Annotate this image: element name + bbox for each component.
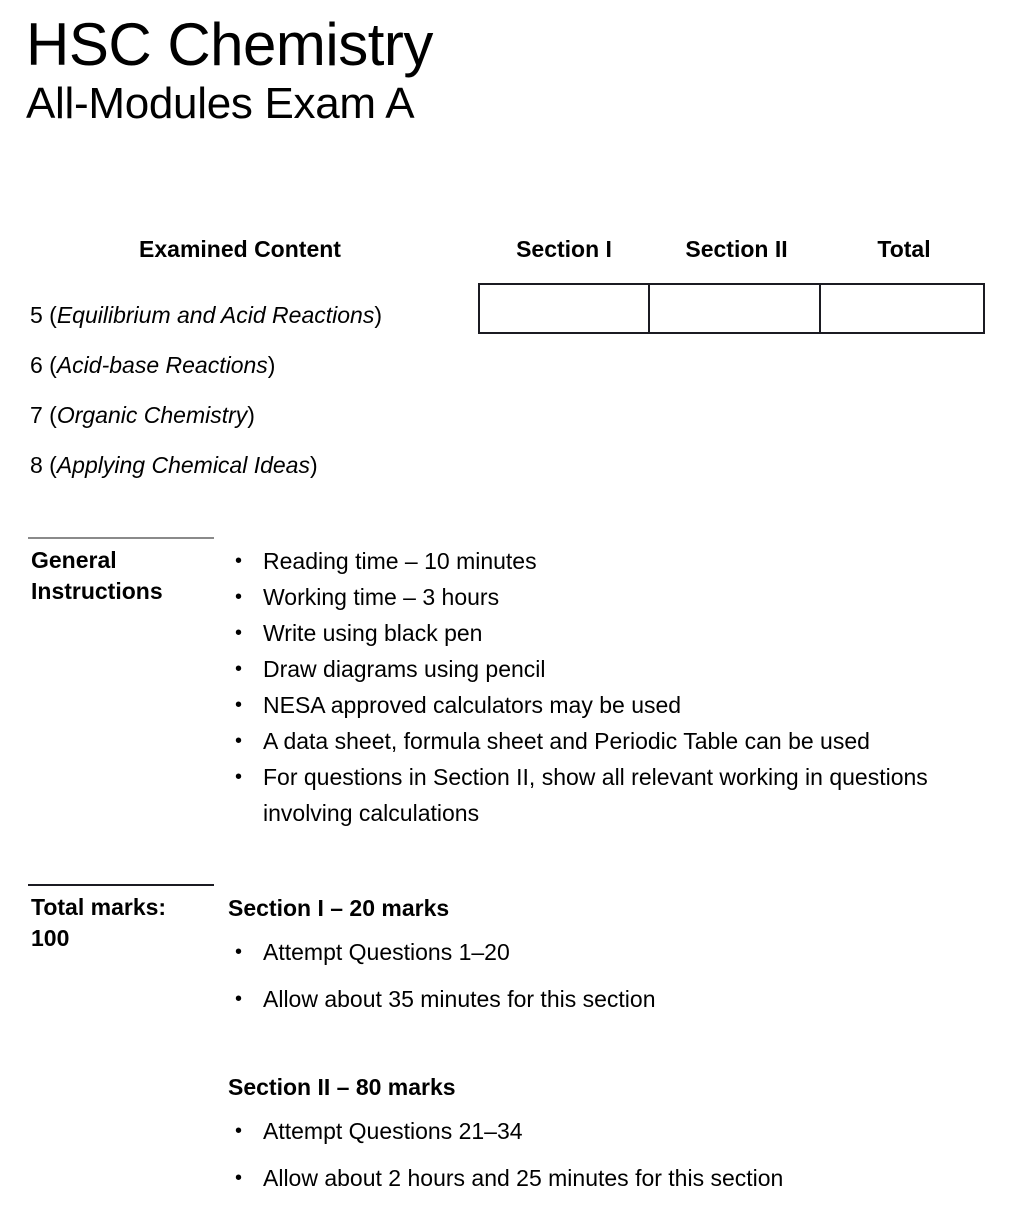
module-paren-close: )	[247, 402, 255, 428]
module-list	[30, 290, 470, 490]
list-item: • NESA approved calculators may be used	[228, 687, 988, 723]
module-paren-close: )	[374, 302, 382, 328]
table-header-row	[0, 234, 1036, 270]
list-item: • For questions in Section II, show all relevant working in questions involving calculations	[228, 759, 988, 831]
module-row	[30, 440, 470, 490]
column-header-total: Total	[877, 236, 931, 262]
column-header-section-ii: Section II	[685, 236, 788, 262]
section-i-heading: Section I – 20 marks	[228, 895, 450, 921]
score-cell-section-i[interactable]	[480, 285, 650, 332]
divider-rule	[28, 537, 214, 539]
total-marks-label	[31, 892, 221, 954]
title-block	[26, 12, 433, 130]
list-item: • Working time – 3 hours	[228, 579, 988, 615]
total-marks-label-line1: Total marks:	[31, 894, 167, 920]
list-item: • Allow about 35 minutes for this section	[228, 981, 988, 1017]
general-instructions-label-line1: General	[31, 547, 117, 573]
module-number: 6 (	[30, 352, 57, 378]
score-cell-total[interactable]	[821, 285, 983, 332]
module-paren-close: )	[267, 352, 276, 378]
list-item: • Write using black pen	[228, 615, 988, 651]
module-paren-close: )	[309, 452, 318, 478]
general-instructions-body	[228, 543, 988, 831]
list-item: • Attempt Questions 1–20	[228, 934, 988, 970]
module-name: Applying Chemical Ideas	[56, 452, 310, 478]
module-number: 8 (	[30, 452, 57, 478]
section-i-bullet-list	[228, 934, 988, 1017]
score-cell-section-ii[interactable]	[650, 285, 821, 332]
module-name: Acid-base Reactions	[56, 352, 268, 378]
module-number: 5 (	[30, 302, 57, 328]
list-item: • Allow about 2 hours and 25 minutes for this section	[228, 1160, 988, 1196]
page-subtitle: All-Modules Exam A	[26, 79, 415, 128]
column-header-section-i: Section I	[516, 236, 612, 262]
module-row	[30, 290, 470, 340]
section-ii-heading: Section II – 80 marks	[228, 1074, 456, 1100]
score-entry-box	[478, 283, 985, 334]
list-item: • Attempt Questions 21–34	[228, 1113, 988, 1149]
page-title: HSC Chemistry	[26, 11, 433, 78]
section-ii-bullet-list	[228, 1113, 988, 1196]
divider-rule	[28, 884, 214, 886]
general-instructions-bullet-list	[228, 543, 988, 831]
module-row	[30, 340, 470, 390]
general-instructions-label	[31, 545, 221, 607]
examined-content-table	[0, 234, 1036, 478]
module-name: Organic Chemistry	[56, 402, 248, 428]
general-instructions-label-line2: Instructions	[31, 578, 163, 604]
list-item: • A data sheet, formula sheet and Periodic Table can be used	[228, 723, 988, 759]
total-marks-label-line2: 100	[31, 925, 70, 951]
module-number: 7 (	[30, 402, 57, 428]
list-item: • Reading time – 10 minutes	[228, 543, 988, 579]
column-header-examined-content: Examined Content	[139, 236, 341, 262]
module-name: Equilibrium and Acid Reactions	[56, 302, 375, 328]
total-marks-body	[228, 890, 988, 1207]
list-item: • Draw diagrams using pencil	[228, 651, 988, 687]
module-row	[30, 390, 470, 440]
